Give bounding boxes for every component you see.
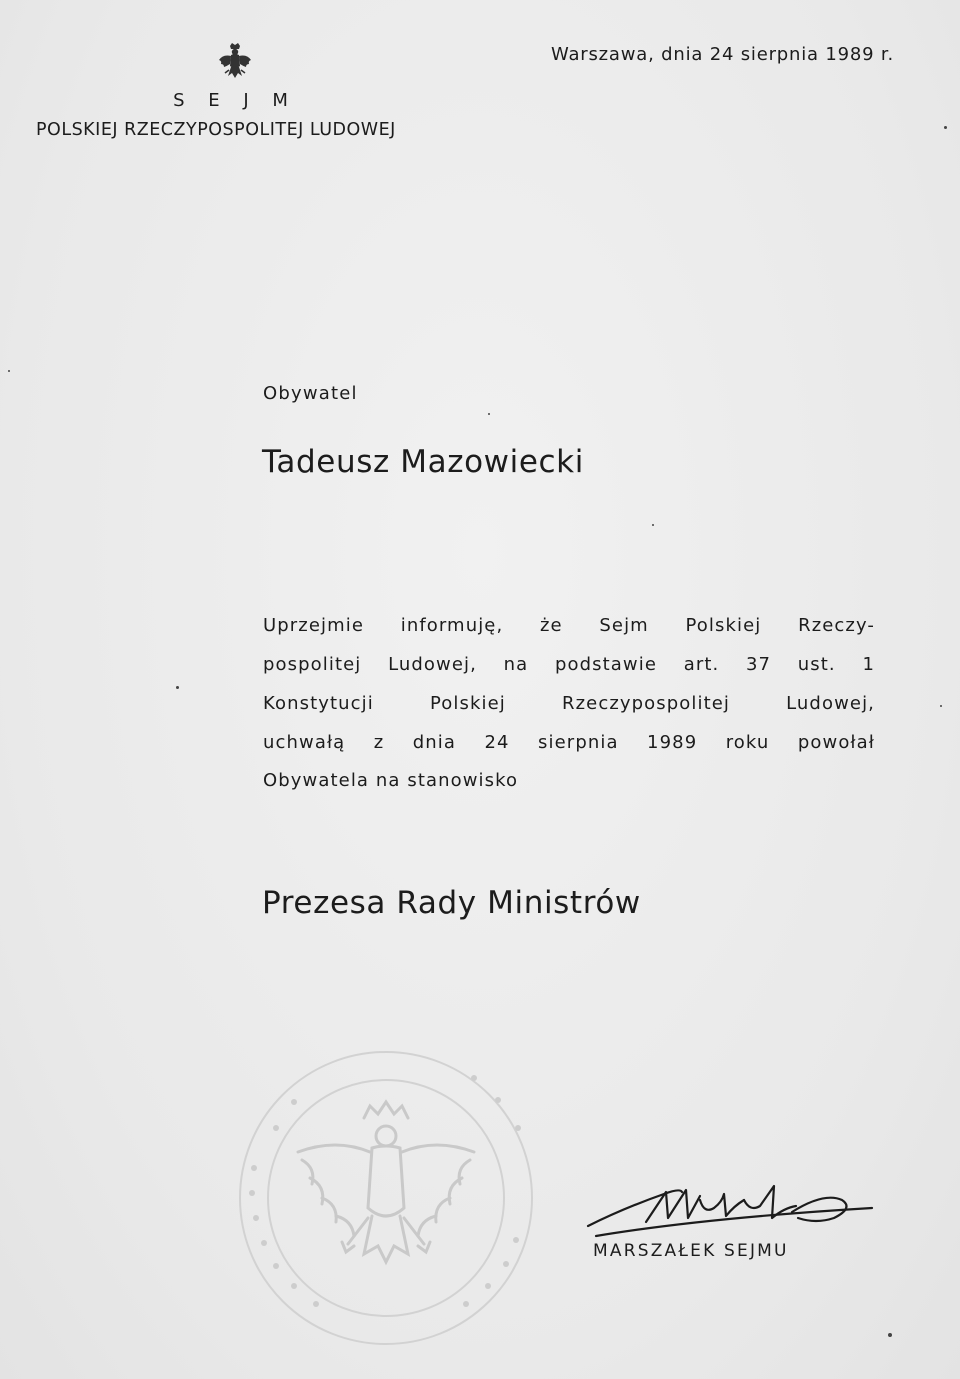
- body-line: Konstytucji Polskiej Rzeczypospolitej Ludowej,: [263, 693, 875, 714]
- recipient-name: Tadeusz Mazowiecki: [262, 444, 584, 480]
- scan-speck: [176, 686, 179, 689]
- scan-speck: [652, 524, 654, 526]
- scan-speck: [8, 370, 10, 372]
- handwritten-signature-icon: [584, 1178, 884, 1242]
- body-line: pospolitej Ludowej, na podstawie art. 37 ust. 1: [263, 654, 875, 675]
- body-line: uchwałą z dnia 24 sierpnia 1989 roku powołał: [263, 732, 875, 753]
- country-name: POLSKIEJ RZECZYPOSPOLITEJ LUDOWEJ: [36, 120, 396, 140]
- institution-name: S E J M: [173, 90, 297, 111]
- scan-speck: [888, 1333, 892, 1337]
- position-title: Prezesa Rady Ministrów: [262, 885, 641, 921]
- embossed-seal-icon: [236, 1048, 536, 1348]
- signatory-title: MARSZAŁEK SEJMU: [593, 1241, 789, 1261]
- body-line: Uprzejmie informuję, że Sejm Polskiej Rzeczy-: [263, 615, 875, 636]
- date-line: Warszawa, dnia 24 sierpnia 1989 r.: [551, 44, 894, 65]
- scan-speck: [940, 705, 942, 707]
- polish-eagle-icon: [218, 42, 252, 82]
- scan-speck: [944, 126, 947, 129]
- scan-speck: [488, 413, 490, 415]
- salutation: Obywatel: [263, 383, 358, 404]
- body-line: Obywatela na stanowisko: [263, 770, 519, 791]
